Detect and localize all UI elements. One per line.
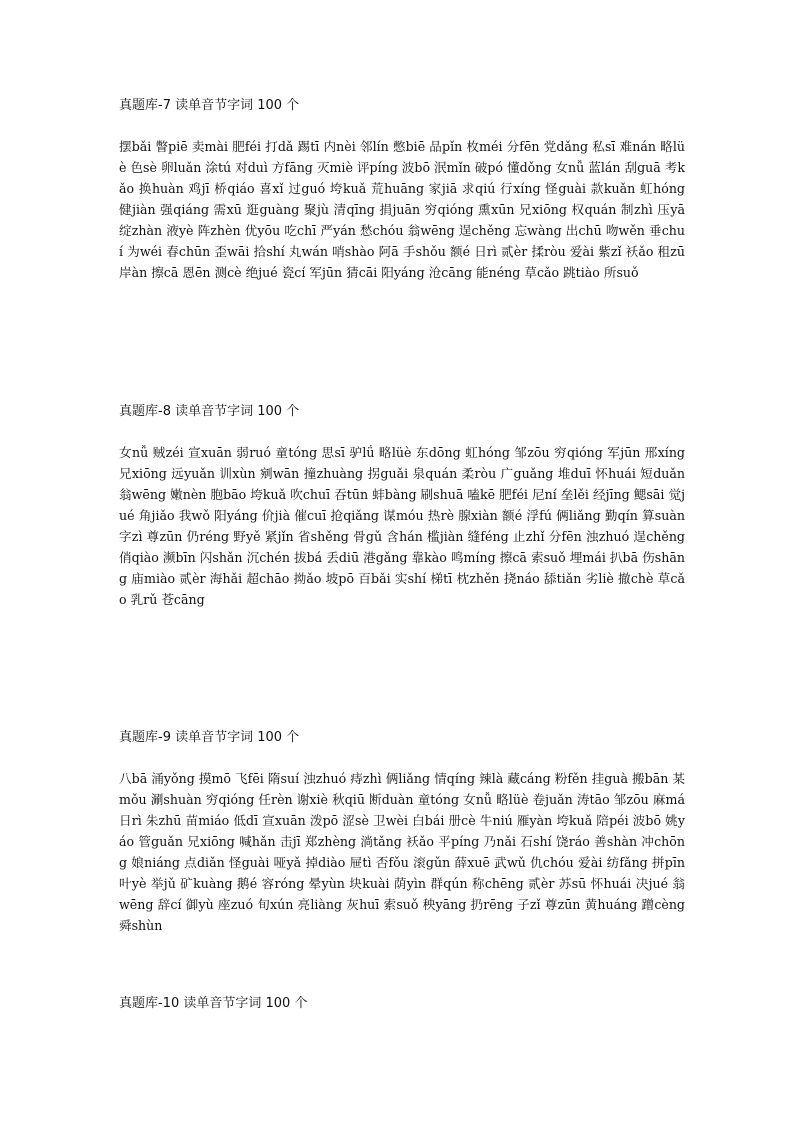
section-body: 摆bǎi 瞥piē 卖mài 肥féi 打dǎ 踢tī 内nèi 邻lín 憋biē 品pǐn 枚méi 分fēn 党dǎng 私sī 难nán 略lüè 色sè 卵luǎn 涂tú 对duì 方fāng 灭miè 评píng 波bō 泯mǐn 破pó 懂dǒng 女nǚ 蓝lán 刮guā 考kǎo 换huàn 鸡jī 桥qiáo 喜xǐ 过guó 垮kuǎ 荒huāng 家jiā 求qiú 行xíng 怪guài 款kuǎn 虹hóng 健jiàn 强qiáng 需xū 逛guàng 聚jù 清qīng 捐juān 穷qióng 熏xūn 兄xiōng 权quán 制zhì 压yā 绽zhàn 液yè 阵zhèn 优yōu 吃chī 严yán 愁chóu 翁wēng 逞chěng 忘wàng 出chū 吻wěn 垂chuí 为wéi 春chūn 歪wāi 拾shí 丸wán 哨shào 阿ā 手shǒu 额é 日rì 贰èr 揉ròu 爱ài 紫zǐ 袄ǎo 租zū 岸àn 擦cā 恩ēn 测cè 绝jué 瓷cí 军jūn 猜cāi 阳yáng 沧cāng 能néng 草cǎo 跳tiào 所suǒ xyxy=(119,139,685,280)
section-10 xyxy=(119,996,685,1012)
section-heading: 真题库-9 读单音节字词 100 个 xyxy=(119,730,300,745)
section-body: 八bā 涌yǒng 摸mō 飞fēi 隋suí 浊zhuó 痔zhì 俩liǎng 情qíng 辣là 藏cáng 粉fěn 挂guà 搬bān 某mǒu 涮shuàn 穷qióng 任rèn 谢xiè 秋qiū 断duàn 童tóng 女nǚ 略lüè 卷juǎn 涛tāo 邹zōu 麻má 日rì 朱zhū 苗miáo 低dī 宣xuān 泼pō 涩sè 卫wèi 白bái 册cè 牛niú 雁yàn 垮kuǎ 陪péi 波bō 姚yáo 管guǎn 兄xiōng 喊hǎn 击jī 郑zhèng 淌tǎng 袄ǎo 平píng 乃nǎi 石shí 饶ráo 善shàn 冲chōng 娘niáng 点diǎn 怪guài 哑yǎ 掉diào 屉tì 否fǒu 滚gǔn 薛xuē 武wǔ 仇chóu 爱ài 纺fǎng 拼pīn 叶yè 举jǔ 矿kuàng 鹅é 容róng 晕yùn 块kuài 荫yìn 群qún 称chēng 贰èr 苏sū 怀huái 决jué 翁wēng 辞cí 御yù 座zuó 旬xún 亮liàng 灰huī 索suǒ 秧yāng 扔rēng 子zǐ 尊zūn 黄huáng 蹭cèng 舜shùn xyxy=(119,771,685,933)
section-8 xyxy=(119,404,685,610)
section-heading: 真题库-10 读单音节字词 100 个 xyxy=(119,996,308,1011)
section-9 xyxy=(119,730,685,936)
section-7 xyxy=(119,98,685,283)
section-heading: 真题库-7 读单音节字词 100 个 xyxy=(119,98,300,113)
section-heading: 真题库-8 读单音节字词 100 个 xyxy=(119,404,300,419)
section-body: 女nǚ 贼zéi 宣xuān 弱ruó 童tóng 思sī 驴lǘ 略lüè 东dōng 虹hóng 邹zōu 穷qióng 军jūn 邢xíng 兄xiōng 远yuǎn 训xùn 剜wān 撞zhuàng 拐guǎi 泉quán 柔ròu 广guǎng 堆duī 怀huái 短duǎn 翁wēng 嫩nèn 胞bāo 垮kuǎ 吹chuī 吞tūn 蚌bàng 刷shuā 嗑kē 肥féi 尼ní 垒lěi 经jīng 鳃sāi 觉jué 角jiǎo 我wǒ 阳yáng 价jià 催cuī 抢qiǎng 谋móu 热rè 腺xiàn 额é 浮fú 俩liǎng 勤qín 算suàn 字zì 尊zūn 仍réng 野yě 紧jǐn 省shěng 骨gǔ 含hán 槛jiàn 缝féng 止zhǐ 分fēn 浊zhuó 逞chěng 俏qiào 濒bīn 闪shǎn 沉chén 拔bá 丢diū 港gǎng 靠kào 鸣míng 擦cā 索suǒ 埋mái 扒bā 伤shāng 庙miào 贰èr 海hǎi 超chāo 拗ǎo 坡pō 百bǎi 实shí 梯tī 枕zhěn 挠náo 舔tiǎn 劣liè 撤chè 草cǎo 乳rǔ 苍cāng xyxy=(119,445,685,607)
